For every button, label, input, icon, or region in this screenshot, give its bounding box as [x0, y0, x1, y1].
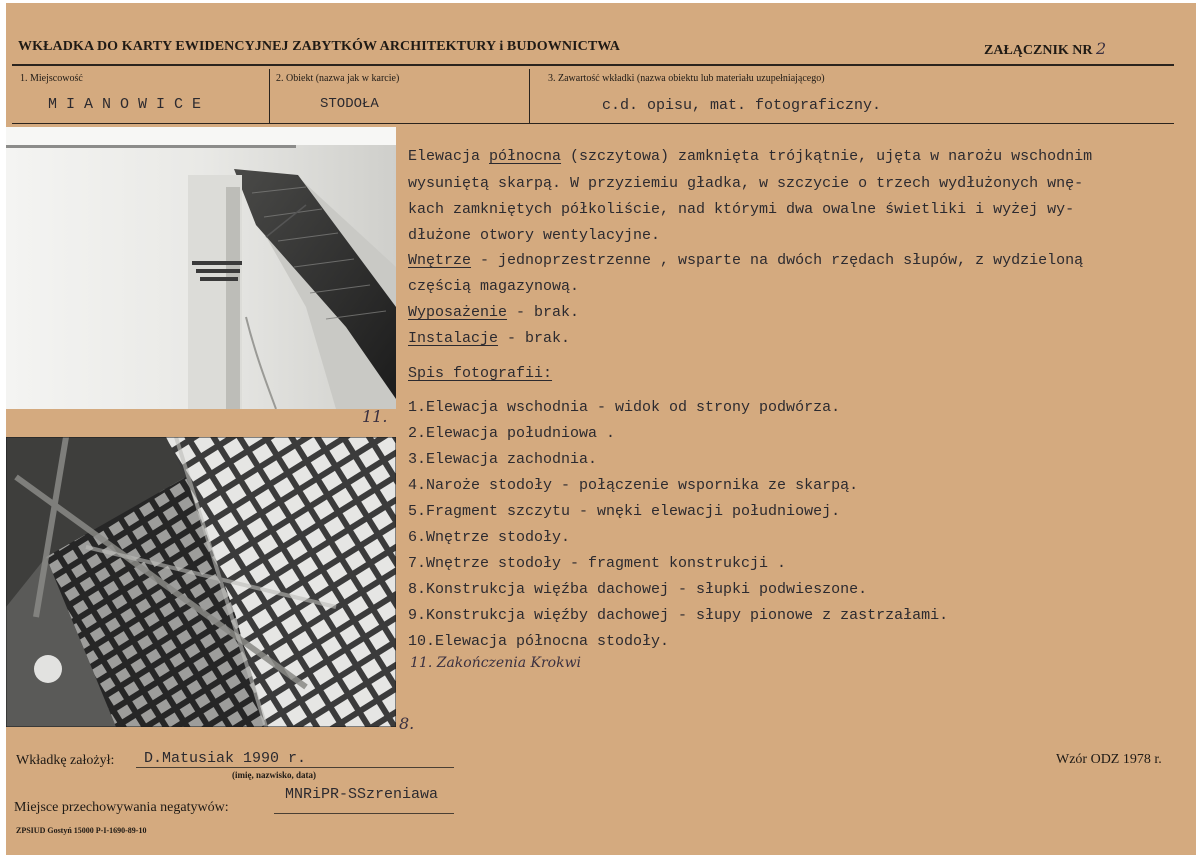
equipment-line: Wyposażenie - brak.: [408, 304, 580, 321]
interior-line-2: częścią magazynową.: [408, 278, 580, 295]
photo-list-item-6: 6.Wnętrze stodoły.: [408, 529, 571, 546]
negatives-storage-value: MNRiPR-SSzreniawa: [285, 786, 439, 803]
inventory-card: [6, 3, 1196, 855]
printer-imprint: ZPSIUD Gostyń 15000 P-I-1690-89-10: [16, 826, 147, 835]
field-1-value: M I A N O W I C E: [48, 96, 202, 113]
description-line-4: dłużone otwory wentylacyjne.: [408, 227, 661, 244]
field-divider-1: [269, 69, 270, 123]
created-by-hint: (imię, nazwisko, data): [232, 770, 316, 780]
appendix-number: 2: [1096, 39, 1107, 58]
installations-label: Instalacje: [408, 330, 499, 347]
photo-list-item-1: 1.Elewacja wschodnia - widok od strony podwórza.: [408, 399, 841, 416]
photo-north-gable: [6, 127, 396, 409]
created-by-label: Wkładkę założył:: [16, 753, 115, 768]
photo-list-item-3: 3.Elewacja zachodnia.: [408, 451, 598, 468]
photo-north-gable-image: [6, 127, 396, 409]
field-3-label: 3. Zawartość wkładki (nazwa obiektu lub materiału uzupełniającego): [548, 73, 825, 84]
photo-2-label: 8.: [399, 714, 415, 733]
photo-list-item-10: 10.Elewacja północna stodoły.: [408, 633, 670, 650]
photo-roof-truss-image: [6, 437, 396, 727]
photo-list-title: Spis fotografii:: [408, 365, 553, 382]
photo-roof-truss: [6, 437, 396, 727]
interior-line-1: Wnętrze - jednoprzestrzenne , wsparte na dwóch rzędach słupów, z wydzieloną: [408, 252, 1084, 269]
field-rule: [12, 123, 1174, 124]
field-2-value: STODOŁA: [320, 96, 379, 112]
negatives-storage-line: [274, 813, 454, 814]
field-2-label: 2. Obiekt (nazwa jak w karcie): [276, 73, 400, 84]
field-divider-2: [529, 69, 530, 123]
card-title: WKŁADKA DO KARTY EWIDENCYJNEJ ZABYTKÓW ARCHITEKTURY i BUDOWNICTWA: [18, 39, 621, 54]
equipment-label: Wyposażenie: [408, 304, 508, 321]
created-by-value: D.Matusiak 1990 r.: [144, 750, 307, 767]
negatives-storage-label: Miejsce przechowywania negatywów:: [14, 800, 229, 815]
description-line-2: wysuniętą skarpą. W przyziemiu gładka, w szczycie o trzech wydłużonych wnę-: [408, 175, 1084, 192]
photo-list-item-8: 8.Konstrukcja więźba dachowej - słupki podwieszone.: [408, 581, 868, 598]
photo-list-item-4: 4.Naroże stodoły - połączenie wspornika ze skarpą.: [408, 477, 859, 494]
template-version: Wzór ODZ 1978 r.: [1056, 752, 1162, 767]
photo-1-label: 11.: [362, 407, 388, 426]
field-3-value: c.d. opisu, mat. fotograficzny.: [602, 97, 882, 114]
description-line-1: Elewacja północna (szczytowa) zamknięta trójkątnie, ujęta w narożu wschodnim: [408, 148, 1093, 165]
description-line-3: kach zamkniętych półkoliście, nad którymi dwa owalne świetliki i wyżej wy-: [408, 201, 1075, 218]
photo-list-item-5: 5.Fragment szczytu - wnęki elewacji południowej.: [408, 503, 841, 520]
photo-list-item-11: 11. Zakończenia Krokwi: [410, 655, 582, 671]
interior-label: Wnętrze: [408, 252, 472, 269]
photo-list-item-7: 7.Wnętrze stodoły - fragment konstrukcji .: [408, 555, 787, 572]
photo-list-item-2: 2.Elewacja południowa .: [408, 425, 616, 442]
installations-line: Instalacje - brak.: [408, 330, 571, 347]
field-1-label: 1. Miejscowość: [20, 73, 83, 84]
appendix-label: ZAŁĄCZNIK NR 2: [984, 39, 1107, 58]
header-rule: [12, 64, 1174, 66]
direction-north: północna: [489, 148, 562, 165]
created-by-line: [136, 767, 454, 768]
photo-list-item-9: 9.Konstrukcja więźby dachowej - słupy pionowe z zastrzałami.: [408, 607, 949, 624]
